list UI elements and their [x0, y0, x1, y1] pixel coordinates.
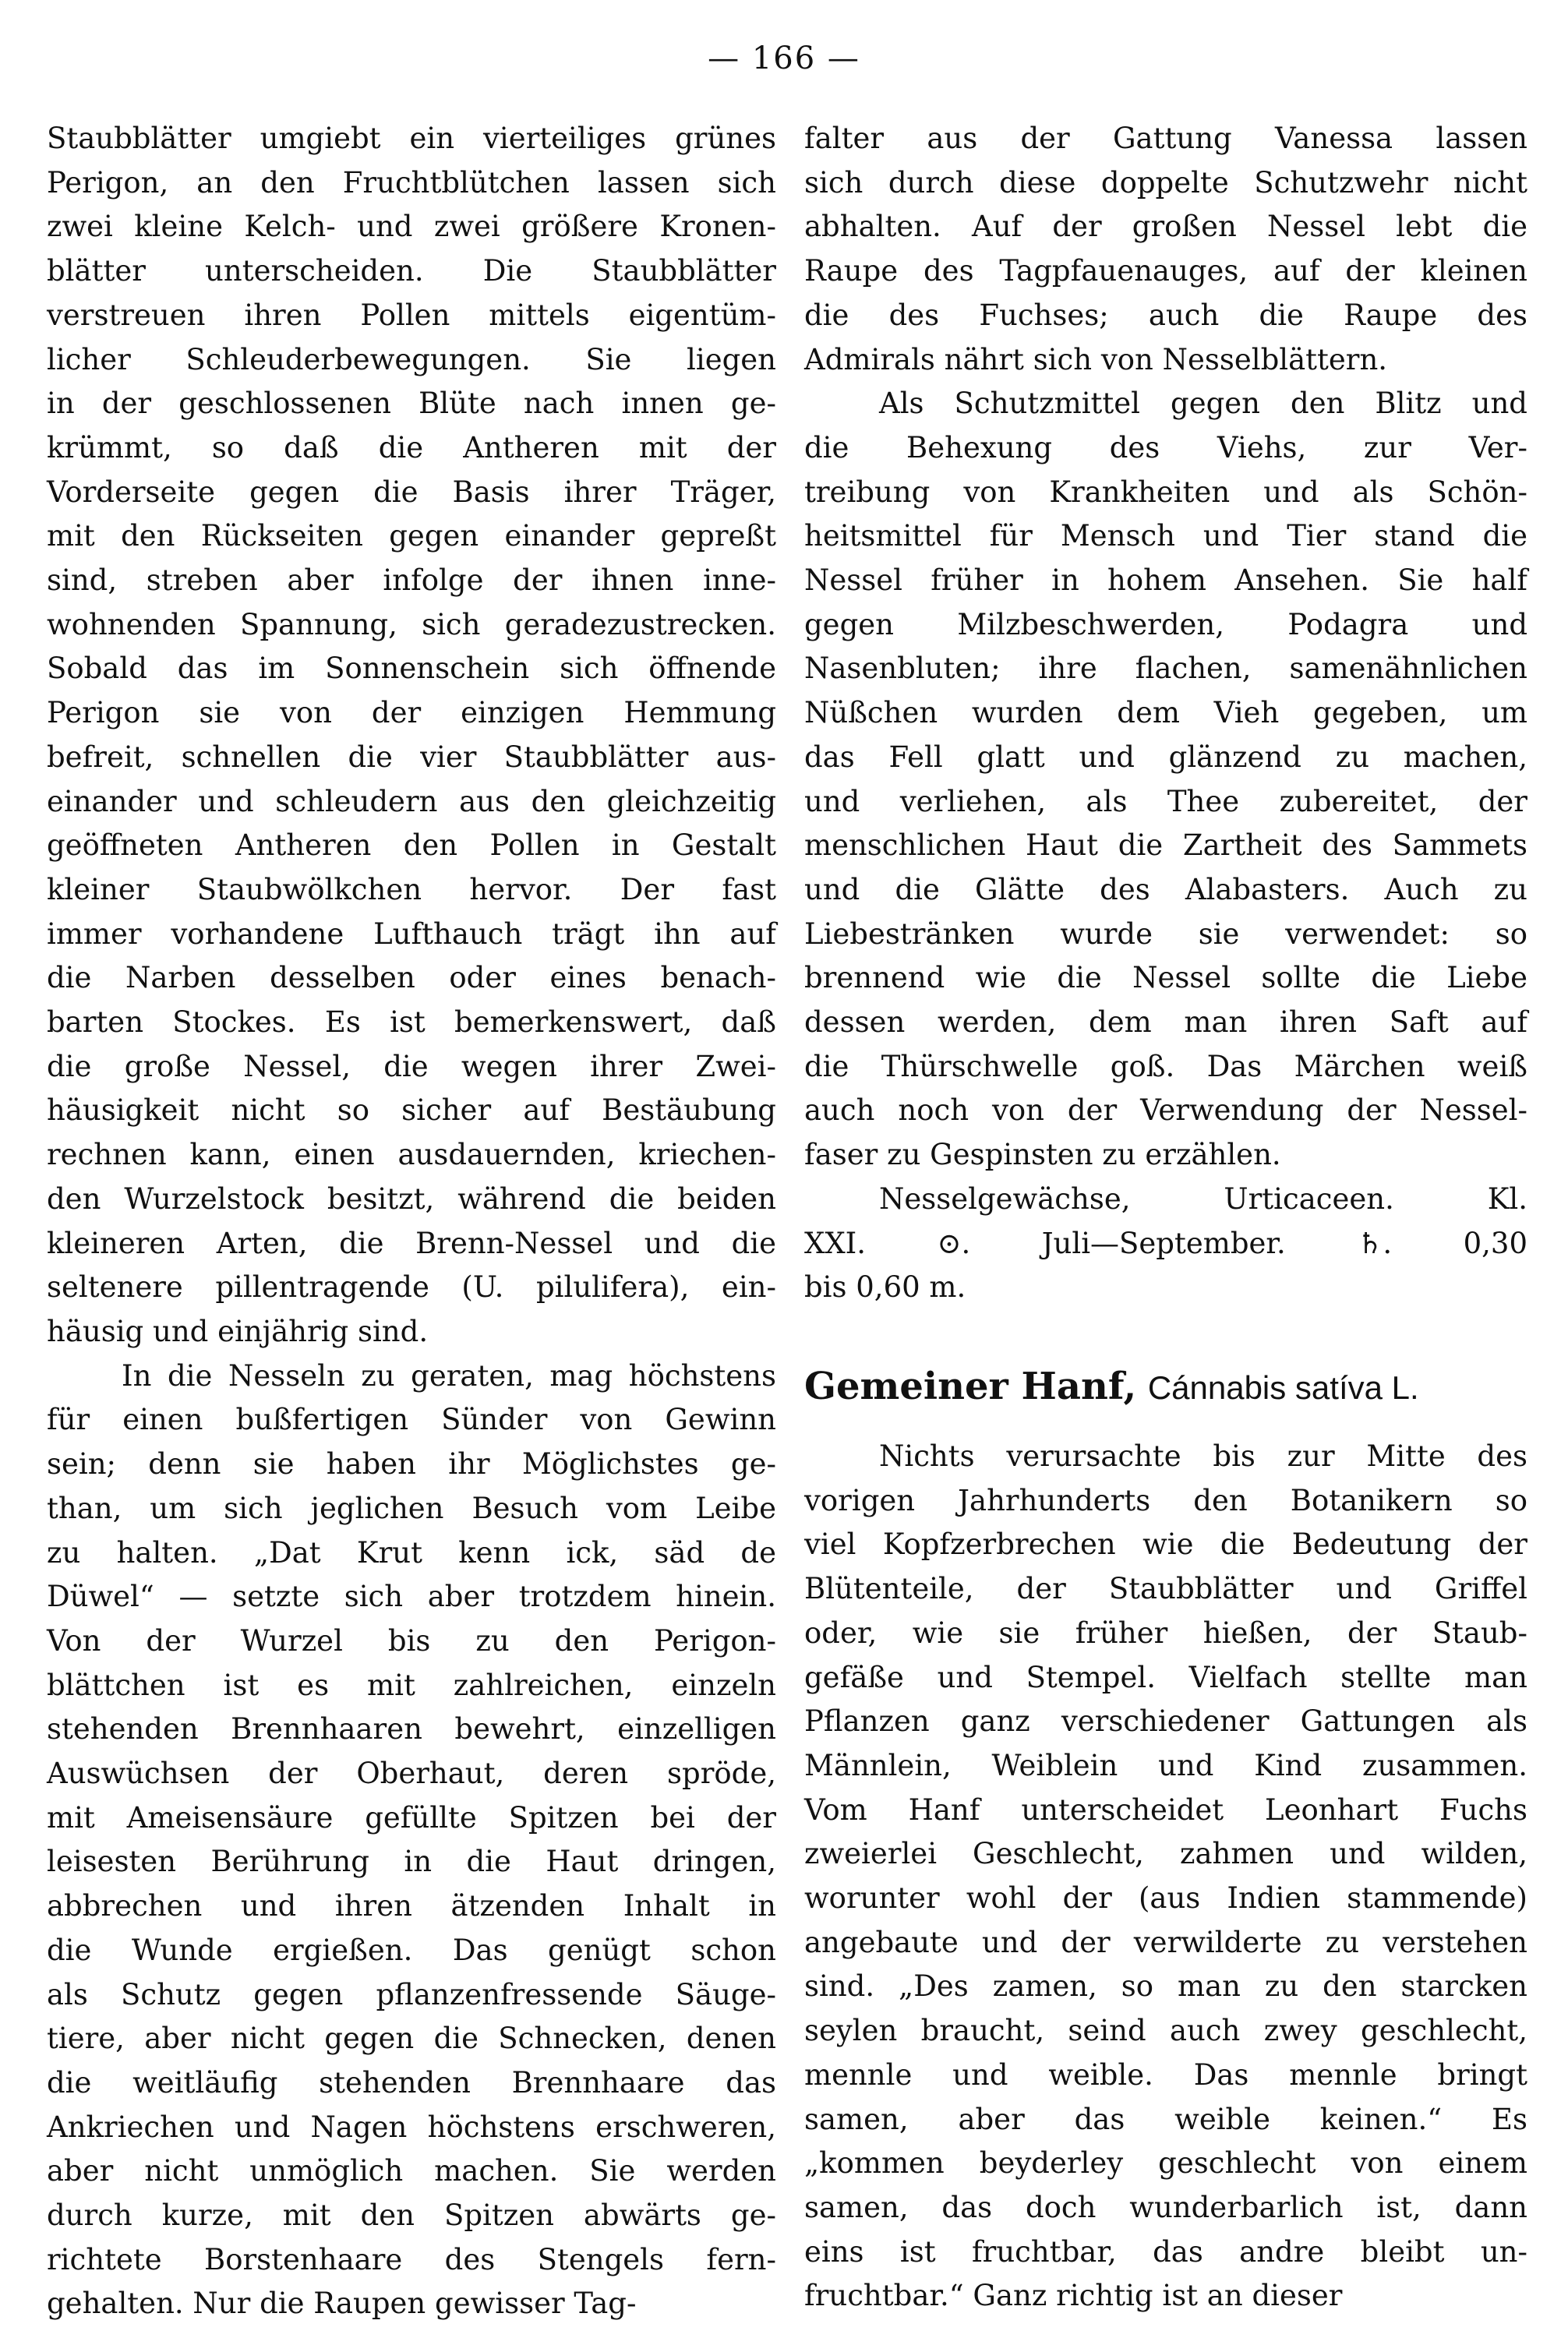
text-line: menschlichen Haut die Zartheit des Sammets — [804, 828, 1527, 863]
text-line: vorigen Jahrhunderts den Botanikern so — [804, 1483, 1527, 1517]
text-line: Raupe des Tagpfauenauges, auf der kleinen — [804, 254, 1527, 288]
text-line: falter aus der Gattung Vanessa lassen — [804, 122, 1527, 155]
text-line: kleiner Staubwölkchen hervor. Der fast — [47, 872, 776, 906]
right-column — [804, 117, 1527, 2319]
text-line: wohnenden Spannung, sich geradezustrecken. — [47, 607, 776, 641]
text-line: than, um sich jeglichen Besuch vom Leibe — [47, 1491, 776, 1525]
text-line: aber nicht unmöglich machen. Sie werden — [47, 2154, 776, 2188]
text-line: befreit, schnellen die vier Staubblätter aus- — [47, 740, 776, 774]
text-line: mit Ameisensäure gefüllte Spitzen bei der — [47, 1800, 776, 1835]
text-line: blätter unterscheiden. Die Staubblätter — [47, 254, 776, 288]
text-line: verstreuen ihren Pollen mittels eigentüm- — [47, 298, 776, 332]
text-line: licher Schleuderbewegungen. Sie liegen — [47, 342, 776, 376]
text-line: und verliehen, als Thee zubereitet, der — [804, 784, 1527, 818]
text-line: Staubblätter umgiebt ein vierteiliges grünes — [47, 122, 776, 155]
text-line: leisesten Berührung in die Haut dringen, — [47, 1845, 776, 1879]
text-line: die große Nessel, die wegen ihrer Zwei- — [47, 1049, 776, 1083]
text-line: Admirals nährt sich von Nesselblättern. — [804, 342, 1388, 376]
text-line: samen, das doch wunderbarlich ist, dann — [804, 2190, 1527, 2224]
text-line: sind, streben aber infolge der ihnen inne- — [47, 563, 776, 598]
text-line: zu halten. „Dat Krut kenn ick, säd de — [47, 1535, 776, 1570]
text-line: die Narben desselben oder eines benach- — [47, 961, 776, 995]
text-line: barten Stockes. Es ist bemerkenswert, daß — [47, 1005, 776, 1040]
text-line: die des Fuchses; auch die Raupe des — [804, 298, 1527, 332]
text-line: gehalten. Nur die Raupen gewisser Tag- — [47, 2287, 637, 2321]
text-line: seltenere pillentragende (U. pilulifera), ein- — [47, 1270, 776, 1305]
text-line: samen, aber das weible keinen.“ Es — [804, 2102, 1527, 2136]
text-line: das Fell glatt und glänzend zu machen, — [804, 740, 1527, 774]
paragraph — [804, 1435, 1527, 2319]
text-line: tiere, aber nicht gegen die Schnecken, denen — [47, 2022, 776, 2056]
text-line: für einen bußfertigen Sünder von Gewinn — [47, 1403, 776, 1437]
text-line: Nesselgewächse, Urticaceen. Kl. — [879, 1181, 1527, 1216]
text-line: die Thürschwelle goß. Das Märchen weiß — [804, 1049, 1527, 1083]
text-line: oder, wie sie früher hießen, der Staub- — [804, 1616, 1527, 1650]
text-line: rechnen kann, einen ausdauernden, kriechen- — [47, 1138, 776, 1172]
section-heading — [804, 1363, 1527, 1411]
text-line: angebaute und der verwilderte zu verstehen — [804, 1925, 1527, 1959]
text-line: Liebestränken wurde sie verwendet: so — [804, 916, 1527, 951]
text-line: zwei kleine Kelch- und zwei größere Kronen- — [47, 210, 776, 244]
paragraph — [804, 1178, 1527, 1310]
text-line: treibung von Krankheiten und als Schön- — [804, 475, 1527, 509]
text-line: Blütenteile, der Staubblätter und Griffel — [804, 1572, 1527, 1606]
text-line: abbrechen und ihren ätzenden Inhalt in — [47, 1889, 776, 1923]
text-line: eins ist fruchtbar, das andre bleibt un- — [804, 2234, 1527, 2269]
text-line: als Schutz gegen pflanzenfressende Säuge- — [47, 1977, 776, 2011]
text-line: gegen Milzbeschwerden, Podagra und — [804, 607, 1527, 641]
text-line: sind. „Des zamen, so man zu den starcken — [804, 1969, 1527, 2004]
text-line: XXI. ⊙. Juli—September. ♄. 0,30 — [804, 1226, 1527, 1260]
text-line: worunter wohl der (aus Indien stammende) — [804, 1881, 1527, 1916]
text-line: und die Glätte des Alabasters. Auch zu — [804, 872, 1527, 906]
text-line: kleineren Arten, die Brenn-Nessel und die — [47, 1226, 776, 1260]
heading-german: Gemeiner Hanf, — [804, 1364, 1137, 1408]
text-line: die weitläufig stehenden Brennhaare das — [47, 2065, 776, 2100]
text-line: Männlein, Weiblein und Kind zusammen. — [804, 1748, 1527, 1782]
text-line: mennle und weible. Das mennle bringt — [804, 2057, 1527, 2092]
text-line: die Wunde ergießen. Das genügt schon — [47, 1933, 776, 1967]
text-line: heitsmittel für Mensch und Tier stand die — [804, 519, 1527, 553]
text-line: Vom Hanf unterscheidet Leonhart Fuchs — [804, 1792, 1527, 1827]
text-line: brennend wie die Nessel sollte die Liebe — [804, 961, 1527, 995]
left-column — [47, 117, 776, 2326]
text-line: Sobald das im Sonnenschein sich öffnende — [47, 652, 776, 686]
text-line: „kommen beyderley geschlecht von einem — [804, 2146, 1527, 2181]
text-line: einander und schleudern aus den gleichzeitig — [47, 784, 776, 818]
text-line: fruchtbar.“ Ganz richtig ist an dieser — [804, 2279, 1343, 2313]
text-line: sein; denn sie haben ihr Möglichstes ge- — [47, 1447, 776, 1482]
heading-latin: Cánnabis satíva L. — [1147, 1369, 1419, 1406]
text-line: In die Nesseln zu geraten, mag höchstens — [122, 1358, 776, 1393]
text-line: die Behexung des Viehs, zur Ver- — [804, 430, 1527, 464]
text-line: geöffneten Antheren den Pollen in Gestalt — [47, 828, 776, 863]
text-line: viel Kopfzerbrechen wie die Bedeutung der — [804, 1527, 1527, 1562]
page-number: — 166 — — [708, 41, 860, 76]
text-line: sich durch diese doppelte Schutzwehr nicht — [804, 165, 1527, 200]
text-line: in der geschlossenen Blüte nach innen ge- — [47, 387, 776, 421]
text-line: zweierlei Geschlecht, zahmen und wilden, — [804, 1837, 1527, 1871]
text-line: häusig und einjährig sind. — [47, 1314, 429, 1348]
paragraph — [47, 1354, 776, 2326]
text-line: faser zu Gespinsten zu erzählen. — [804, 1138, 1281, 1172]
text-line: Perigon sie von der einzigen Hemmung — [47, 696, 776, 730]
text-line: bis 0,60 m. — [804, 1270, 966, 1305]
paragraph — [47, 117, 776, 1354]
text-line: Als Schutzmittel gegen den Blitz und — [879, 387, 1527, 421]
paragraph — [804, 117, 1527, 382]
text-line: Düwel“ — setzte sich aber trotzdem hinein. — [47, 1580, 776, 1614]
text-line: Nessel früher in hohem Ansehen. Sie half — [804, 563, 1527, 598]
paragraph — [804, 382, 1527, 1178]
text-line: mit den Rückseiten gegen einander gepreßt — [47, 519, 776, 553]
text-line: blättchen ist es mit zahlreichen, einzeln — [47, 1668, 776, 1702]
text-line: Perigon, an den Fruchtblütchen lassen sich — [47, 165, 776, 200]
text-line: gefäße und Stempel. Vielfach stellte man — [804, 1660, 1527, 1694]
text-line: Ankriechen und Nagen höchstens erschweren, — [47, 2110, 776, 2144]
text-line: immer vorhandene Lufthauch trägt ihn auf — [47, 916, 776, 951]
text-line: auch noch von der Verwendung der Nessel- — [804, 1093, 1527, 1128]
text-line: Nasenbluten; ihre flachen, samenähnlichen — [804, 652, 1527, 686]
text-line: Vorderseite gegen die Basis ihrer Träger, — [47, 475, 776, 509]
text-line: häusigkeit nicht so sicher auf Bestäubung — [47, 1093, 776, 1128]
text-line: seylen braucht, seind auch zwey geschlecht, — [804, 2014, 1527, 2048]
text-line: den Wurzelstock besitzt, während die beiden — [47, 1181, 776, 1216]
text-line: stehenden Brennhaaren bewehrt, einzelligen — [47, 1712, 776, 1746]
text-line: Pflanzen ganz verschiedener Gattungen als — [804, 1704, 1527, 1739]
text-line: Nichts verursachte bis zur Mitte des — [879, 1439, 1527, 1473]
text-line: dessen werden, dem man ihren Saft auf — [804, 1005, 1527, 1040]
text-line: krümmt, so daß die Antheren mit der — [47, 430, 776, 464]
text-line: abhalten. Auf der großen Nessel lebt die — [804, 210, 1527, 244]
text-line: richtete Borstenhaare des Stengels fern- — [47, 2242, 776, 2276]
text-line: durch kurze, mit den Spitzen abwärts ge- — [47, 2198, 776, 2233]
text-line: Auswüchsen der Oberhaut, deren spröde, — [47, 1757, 776, 1791]
text-line: Von der Wurzel bis zu den Perigon- — [47, 1623, 776, 1658]
text-line: Nüßchen wurden dem Vieh gegeben, um — [804, 696, 1527, 730]
